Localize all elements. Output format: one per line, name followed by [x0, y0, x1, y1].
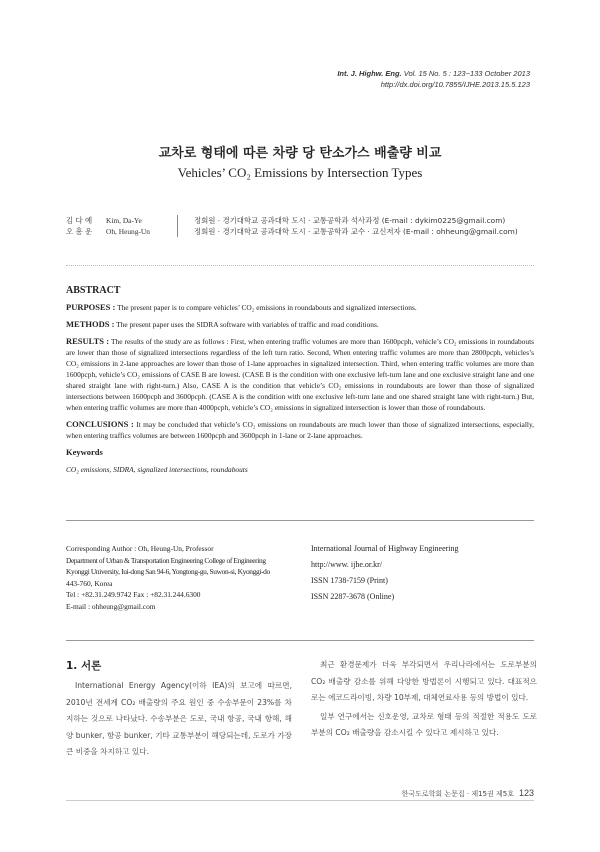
results-text: The results of the study are as follows : First, when entering traffic volumes are more than 1600pcph, vehicle’s CO₂ emissions in roundabouts are lower than those of signalized intersections regardless of the left turn ratio. Second, When entering traffic volumes are more than 2800pcph, vehicles’s CO₂ emissions in 2-lane approaches are lower than those of 1-lane approaches in signalized intersection. Third, when entering traffic volumes are more than 1600pcph, vehicle’s CO₂ emissions of CASE B are lowest. (CASE B is the condition with one exclusive left-turn lane and one exclusive straight lane and one shared straight lane with right-turn.) Also, CASE A is the condition that vehicle’s CO₂ emissions in roundabouts are lower than those of signalized intersections between 1600pcph and 3600pcph. (CASE A is the condition with one exclusive left-turn lane and one shared straight lane with right-turn.) But, when entering traffic volumes are more than 4000pcph, vehicle’s CO₂ emissions in signalized intersection is lower than those of roundabouts.	[66, 337, 534, 412]
results-label: RESULTS :	[66, 336, 110, 346]
purposes-label: PURPOSES :	[66, 302, 116, 312]
corr-postcode: 443-760, Korea	[66, 578, 113, 588]
corr-author: Corresponding Author : Oh, Heung-Un, Professor	[66, 544, 214, 553]
abstract-results	[66, 336, 534, 413]
conclusions-text: It may be concluded that vehicle’s CO₂ emissions on roundabouts are much lower than those of signalized intersections, especially, when entering traffics volumes are between 1600pcph and 3600pcph in 1-lane or 2-lane approaches.	[66, 420, 535, 440]
purposes-text: The present paper is to compare vehicles’ CO₂ emissions in roundabouts and signalized intersections.	[117, 303, 417, 312]
section-divider	[66, 520, 534, 521]
keywords-label: Keywords	[66, 447, 103, 457]
dotted-divider	[66, 265, 534, 266]
methods-text: The present paper uses the SIDRA software with variables of traffic and road conditions.	[116, 320, 379, 329]
footer-line	[66, 800, 534, 801]
abstract-purposes	[66, 302, 534, 313]
keywords-text: CO₂ emissions, SIDRA, signalized intersections, roundabouts	[66, 465, 248, 474]
issn-online: ISSN 2287-3678 (Online)	[311, 592, 395, 601]
page-number: 123	[518, 788, 534, 798]
author-name-en: Kim, Da-Ye	[106, 216, 142, 225]
intro-paragraph: 일부 연구에서는 신호운영, 교차로 형태 등의 적절한 적용도 도로부분의 CO₂ 배출량을 감소시킬 수 있다고 제시하고 있다.	[311, 711, 537, 737]
abstract-heading: ABSTRACT	[66, 285, 121, 296]
issn-print: ISSN 1738-7159 (Print)	[311, 576, 388, 585]
author-name-ko: 김 다 예	[66, 216, 93, 225]
volume-info: Vol. 15 No. 5 : 123~133 October 2013	[401, 69, 530, 78]
correspondence-block	[66, 543, 298, 612]
journal-short: Int. J. Highw. Eng.	[337, 69, 402, 78]
journal-name: International Journal of Highway Engineering	[311, 544, 459, 553]
journal-url[interactable]: http://www. ijhe.or.kr/	[311, 560, 383, 569]
author-name-ko: 오 흥 운	[66, 227, 93, 236]
section-divider	[66, 640, 534, 641]
methods-label: METHODS :	[66, 319, 115, 329]
intro-left-column	[66, 678, 292, 763]
page-footer	[402, 788, 534, 799]
journal-info	[311, 541, 541, 605]
intro-paragraph: International Energy Agency(이하 IEA)의 보고에 따르면, 2010년 전세계 CO₂ 배출량의 주요 원인 중 수송부문이 23%를 차지하는 것으로 나타났다. 수송부분은 도로, 국내 항공, 국내 항해, 해양 bunker, 항공 bunker, 기타 교통부분이 해당되는데, 도로가 가장 큰 비중을 차지하고 있다.	[66, 681, 292, 756]
abstract	[66, 285, 534, 481]
corr-email[interactable]: E-mail : ohheung@gmail.com	[66, 601, 156, 611]
running-header	[337, 68, 530, 90]
intro-title: 1. 서론	[66, 660, 102, 672]
corr-address: Kyonggi University, Iui-dong San 94-6, Yongtong-gu, Suwon-si, Kyonggi-do	[66, 567, 270, 576]
author-name-en: Oh, Heung-Un	[106, 227, 150, 236]
author-affiliation: 정회원 · 경기대학교 공과대학 도시 · 교통공학과 교수 · 교신저자 (E-mail : ohheung@gmail.com)	[194, 227, 518, 236]
conclusions-label: CONCLUSIONS :	[66, 419, 134, 429]
abstract-methods	[66, 319, 534, 330]
title-korean: 교차로 형태에 따른 차량 당 탄소가스 배출량 비교	[158, 146, 442, 161]
footer-journal: 한국도로학회 논문집 · 제15권 제5호	[401, 790, 514, 798]
corr-dept: Department of Urban & Transportation Engineering College of Engineering	[66, 555, 266, 565]
corr-phone: Tel : +82.31.249.9742 Fax : +82.31.244.6300	[66, 590, 201, 599]
author-divider	[177, 215, 178, 237]
doi[interactable]: http://dx.doi.org/10.7855/IJHE.2013.15.5.123	[380, 80, 530, 89]
intro-paragraph: 최근 환경문제가 더욱 부각되면서 우리나라에서는 도로부분의 CO₂ 배출량 감소를 위해 다양한 방법론이 시행되고 있다. 대표적으로는 에코드라이빙, 차량 10부제, 대체연료사용 등의 방법이 있다.	[311, 660, 537, 702]
abstract-conclusions	[66, 419, 534, 441]
author-affiliation: 정회원 · 경기대학교 공과대학 도시 · 교통공학과 석사과정 (E-mail : dykim0225@gmail.com)	[194, 216, 506, 225]
intro-right-column	[311, 657, 537, 744]
title-english: Vehicles’ CO₂ Emissions by Intersection Types	[177, 165, 423, 180]
